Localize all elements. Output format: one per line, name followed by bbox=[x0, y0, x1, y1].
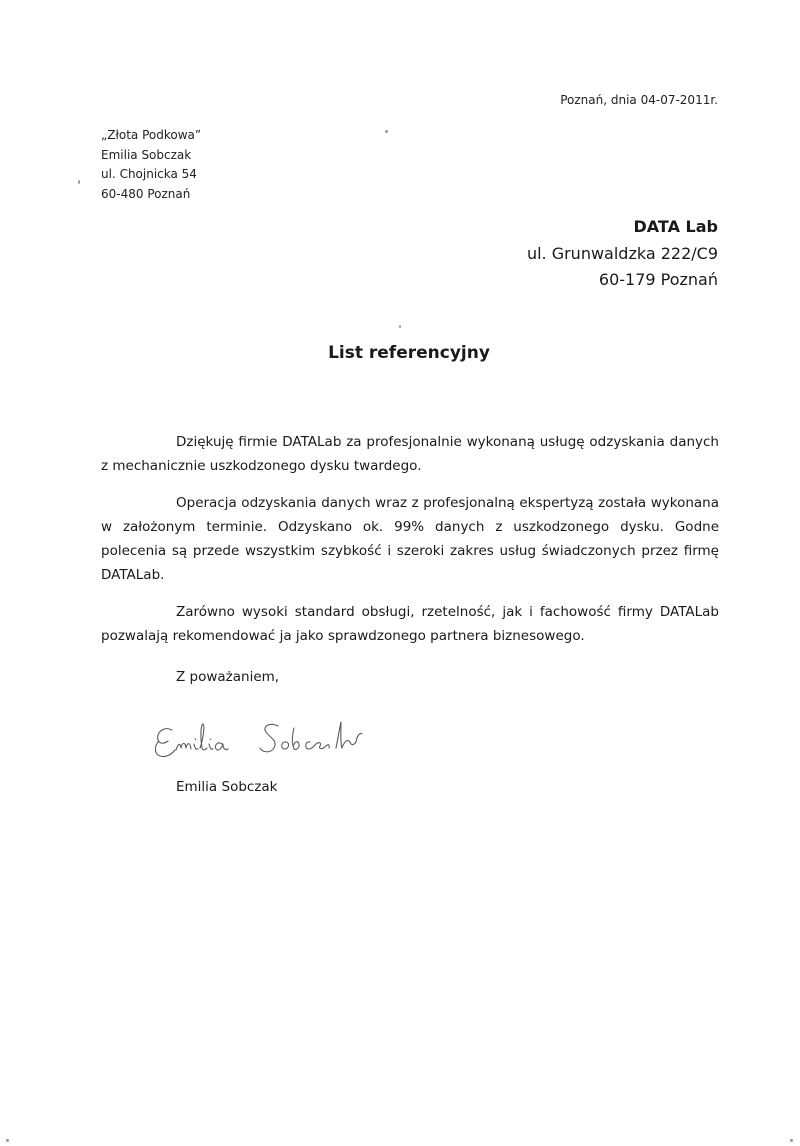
letter-title: List referencyjny bbox=[328, 343, 490, 363]
scan-speck bbox=[790, 1139, 793, 1142]
sender-company: „Złota Podkowa” bbox=[101, 128, 202, 142]
body-paragraph: Operacja odzyskania danych wraz z profesjonalną ekspertyzą została wykonana w założonym terminie. Odzyskano ok. 99% danych z uszkodzonego dysku. Godne polecenia są przede wszystkim szybkość i szeroki zakres usług świadczonych przez firmę DATALab. bbox=[101, 495, 719, 583]
scan-speck bbox=[385, 130, 388, 133]
handwritten-signature bbox=[150, 708, 390, 768]
closing-salutation: Z poważaniem, bbox=[176, 669, 280, 685]
body-paragraph: Zarówno wysoki standard obsługi, rzetelność, jak i fachowość firmy DATALab pozwalają rekomendować ja jako sprawdzonego partnera biznesowego. bbox=[101, 604, 719, 644]
recipient-name: DATA Lab bbox=[633, 217, 718, 236]
signer-name: Emilia Sobczak bbox=[176, 779, 278, 795]
scan-speck bbox=[399, 325, 401, 328]
sender-name: Emilia Sobczak bbox=[101, 147, 192, 162]
sender-street: ul. Chojnicka 54 bbox=[101, 167, 197, 181]
date-line: Poznań, dnia 04-07-2011r. bbox=[560, 93, 718, 107]
recipient-address bbox=[527, 214, 718, 294]
recipient-city: 60-179 Poznań bbox=[598, 270, 718, 289]
sender-city: 60-480 Poznań bbox=[101, 186, 191, 201]
letter-body bbox=[101, 430, 719, 661]
body-paragraph: Dziękuję firmie DATALab za profesjonalnie wykonaną usługę odzyskania danych z mechanicznie uszkodzonego dysku twardego. bbox=[101, 434, 719, 474]
scan-speck bbox=[6, 1139, 9, 1142]
recipient-street: ul. Grunwaldzka 222/C9 bbox=[526, 243, 718, 263]
scan-speck bbox=[78, 180, 80, 184]
sender-address bbox=[101, 126, 201, 204]
